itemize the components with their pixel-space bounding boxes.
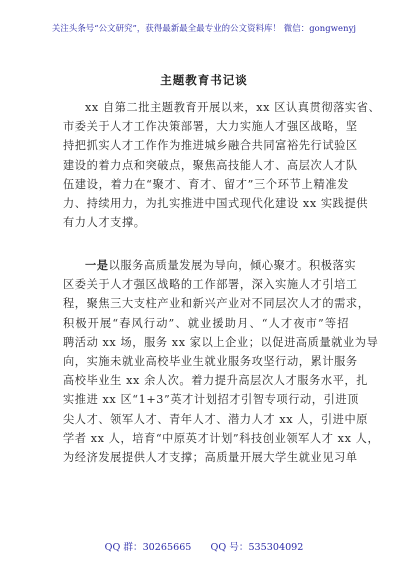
paragraph-lead: 一是 <box>85 258 109 272</box>
paragraph-2 <box>63 256 380 467</box>
paragraph-line: 持把抓实人才工作作为推进城乡融合共同富裕先行试验区 <box>63 139 358 153</box>
paragraph-line <box>63 256 357 275</box>
paragraph-line: 程，聚焦三大支柱产业和新兴产业对不同层次人才的需求， <box>63 297 370 311</box>
paragraph-line: 伍建设，着力在“聚才、育才、留才”三个环节上精准发 <box>63 177 349 191</box>
qq-number: QQ 号：535304092 <box>210 542 304 553</box>
paragraph-line: 实推进 xx 区“1+3”英才计划招才引智专项行动，引进顶 <box>63 393 359 407</box>
paragraph-line: 积极开展“春风行动”、就业援助月、“人才夜市”等招 <box>63 316 349 330</box>
paragraph-line: 为经济发展提供人才支撑；高质量开展大学生就业见习单 <box>63 450 358 464</box>
paragraph-line: 尖人才、领军人才、青年人才、潜力人才 xx 人，引进中原 <box>63 412 369 426</box>
paragraph-line: 市委关于人才工作决策部署，大力实施人才强区战略，坚 <box>63 120 358 134</box>
paragraph-line-text: 以服务高质量发展为导向，倾心聚才。积极落实 <box>108 259 357 272</box>
paragraph-line: 学者 xx 人，培育“中原英才计划”科技创业领军人才 xx 人， <box>63 431 380 445</box>
header-banner: 关注头条号“公文研究”，获得最新最全最专业的公文资料库！ 微信：gongwenyj <box>51 23 357 33</box>
paragraph-line: 建设的着力点和突破点，聚焦高技能人才、高层次人才队 <box>63 158 358 172</box>
qq-group-number: QQ 群：30265665 <box>104 542 192 553</box>
paragraph-line: 区委关于人才强区战略的工作部署，深入实施人才引培工 <box>63 278 358 292</box>
paragraph-1 <box>63 98 381 232</box>
document-title: 主题教育书记谈 <box>160 73 248 87</box>
paragraph-line: 聘活动 xx 场，服务 xx 家以上企业；以促进高质量就业为导 <box>63 335 379 349</box>
paragraph-line: xx 自第二批主题教育开展以来，xx 区认真贯彻落实省、 <box>85 101 381 114</box>
paragraph-line: 高校毕业生 xx 余人次。着力提升高层次人才服务水平，扎 <box>63 374 369 388</box>
paragraph-line: 有力人才支撑。 <box>63 216 146 230</box>
paragraph-line: 向，实施未就业高校毕业生就业服务攻坚行动，累计服务 <box>63 354 358 368</box>
footer <box>0 539 408 553</box>
paragraph-line: 力、持续用力，为扎实推进中国式现代化建设 xx 实践提供 <box>63 196 369 210</box>
